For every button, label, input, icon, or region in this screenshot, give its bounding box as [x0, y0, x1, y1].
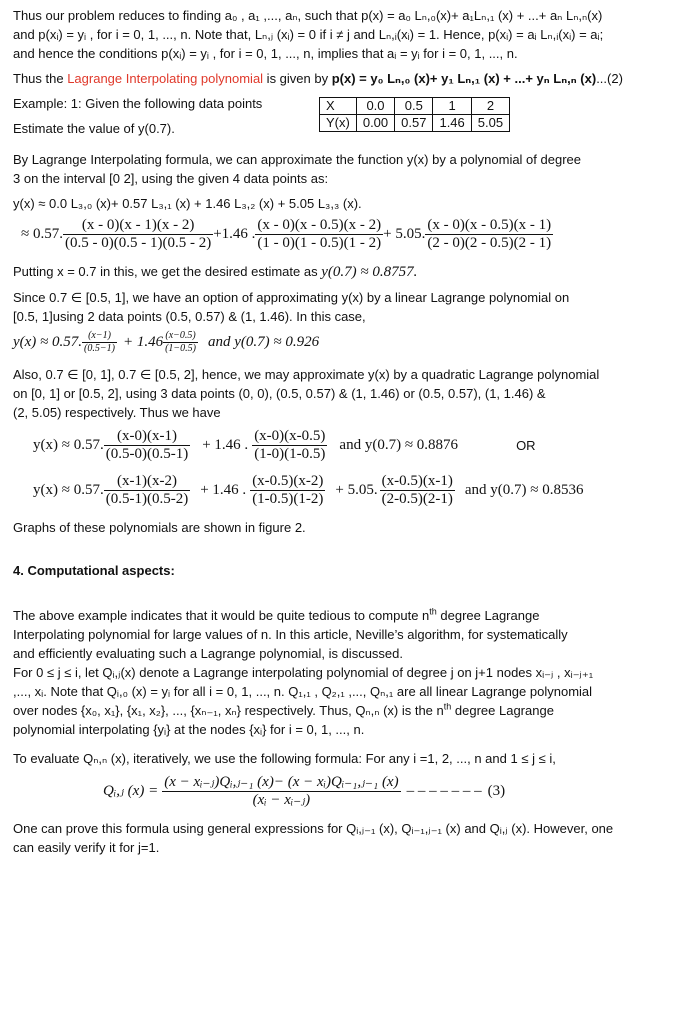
- paragraph-problem-line-1: Thus our problem reduces to finding a₀ , a₁ ,..., aₙ, such that p(x) = a₀ Lₙ,₀(x)+ a₁Lₙ,₁ (x) + ...+ aₙ Lₙ,ₙ(x): [13, 8, 603, 23]
- paragraph-neville: [13, 606, 675, 739]
- fraction-denominator: (0.5 - 0)(0.5 - 1)(0.5 - 2): [64, 235, 212, 251]
- eq5-lead: Qᵢ,ⱼ (x) =: [103, 783, 159, 799]
- fraction-denominator: (0.5−1): [84, 343, 115, 354]
- table-cell: 5.05: [471, 115, 509, 132]
- fraction-numerator: (x-0)(x-0.5): [254, 428, 326, 444]
- eq3-tail: and y(0.7) ≈ 0.8876: [339, 437, 459, 453]
- fraction-denominator: (2 - 0)(2 - 0.5)(2 - 1): [427, 235, 552, 251]
- data-points-table: [319, 97, 510, 132]
- fraction-numerator: (x − xᵢ₋ⱼ)Qᵢ,ⱼ₋₁ (x)− (x − xᵢ)Qᵢ₋₁,ⱼ₋₁ (x): [164, 774, 399, 790]
- neville-line-6-tail: degree Lagrange: [451, 703, 554, 718]
- fraction-numerator: (x - 0)(x - 1)(x - 2): [63, 217, 213, 235]
- eq5-dashes: – – – – – – –: [406, 783, 482, 799]
- paragraph-proof-line-1: One can prove this formula using general expressions for Qᵢ,ⱼ₋₁ (x), Qᵢ₋₁,ⱼ₋₁ (x) and Qᵢ,ⱼ (x). However, one: [13, 821, 614, 836]
- eq4-lead: y(x) ≈ 0.57.: [33, 482, 104, 498]
- fraction-numerator: (x - 0)(x - 0.5)(x - 1): [427, 217, 552, 233]
- fraction-denominator: (2-0.5)(2-1): [381, 491, 453, 507]
- neville-line-7: polynomial interpolating {yᵢ} at the nodes {xᵢ} for i = 0, 1, ..., n.: [13, 722, 365, 737]
- equation-linear: [13, 330, 675, 355]
- document-page: [13, 6, 675, 857]
- paragraph-lagrange-definition: [13, 69, 675, 88]
- paragraph-linear-line-1: Since 0.7 ∈ [0.5, 1], we have an option of approximating y(x) by a linear Lagrange polynomial on: [13, 290, 570, 305]
- eq2-lead: y(x) ≈ 0.57.: [13, 334, 83, 350]
- eq2-mid: + 1.46: [122, 334, 164, 350]
- estimate-value: y(0.7) ≈ 0.8757.: [321, 264, 418, 280]
- example-block: [13, 94, 675, 144]
- fraction-numerator: (x−1): [82, 330, 117, 343]
- definition-prefix: Thus the: [13, 71, 68, 86]
- eq4-fraction-2: [250, 473, 325, 508]
- neville-line-6-text: over nodes {x₀, x₁}, {x₁, x₂}, ..., {xₙ₋₁, xₙ} respectively. Thus, Qₙ,ₙ (x) is the n: [13, 703, 444, 718]
- eq5-fraction: [162, 774, 400, 809]
- paragraph-putting-x: [13, 262, 675, 282]
- paragraph-evaluate: To evaluate Qₙ,ₙ (x), iteratively, we use the following formula: For any i =1, 2, ..., n and 1 ≤ j ≤ i,: [13, 751, 556, 766]
- table-cell-row-label: Y(x): [320, 115, 357, 132]
- eq2-tail: and y(0.7) ≈ 0.926: [208, 334, 320, 350]
- fraction-numerator: (x−0.5): [163, 330, 198, 343]
- table-cell: 2: [471, 98, 509, 115]
- table-cell: 1.46: [433, 115, 471, 132]
- table-cell: 0.57: [395, 115, 433, 132]
- superscript-th: th: [443, 701, 452, 712]
- definition-mid: is given by: [263, 71, 332, 86]
- example-question: Estimate the value of y(0.7).: [13, 121, 175, 136]
- putting-text: Putting x = 0.7 in this, we get the desired estimate as: [13, 264, 322, 279]
- section-heading: 4. Computational aspects:: [13, 563, 175, 578]
- neville-line-3: and efficiently evaluating such a Lagrange polynomial, is discussed.: [13, 646, 403, 661]
- paragraph-proof-line-2: can easily verify it for j=1.: [13, 840, 160, 855]
- paragraph-quadratic-line-1: Also, 0.7 ∈ [0, 1], 0.7 ∈ [0.5, 2], hence, we may approximate y(x) by a quadratic Lagrange polynomial: [13, 367, 600, 382]
- lagrange-formula: p(x) = y₀ Lₙ,₀ (x)+ y₁ Lₙ,₁ (x) + ...+ yₙ Lₙ,ₙ (x): [331, 71, 597, 86]
- table-cell: 1: [433, 98, 471, 115]
- neville-line-6: [13, 701, 675, 720]
- equation-quadratic-1: [13, 428, 675, 463]
- table-cell: 0.5: [395, 98, 433, 115]
- paragraph-approximation-line-2: 3 on the interval [0 2], using the given 4 data points as:: [13, 171, 329, 186]
- eq3-fraction-2: [252, 428, 327, 463]
- eq2-fraction-2: [163, 330, 198, 355]
- neville-line-1-tail: degree Lagrange: [436, 608, 540, 623]
- fraction-denominator: (0.5-1)(0.5-2): [105, 491, 189, 507]
- example-heading: Example: 1: Given the following data points: [13, 96, 263, 111]
- paragraph-quadratic-line-3: (2, 5.05) respectively. Thus we have: [13, 405, 221, 420]
- paragraph-problem-line-2: and p(xᵢ) = yᵢ , for i = 0, 1, ..., n. Note that, Lₙ,ⱼ (xᵢ) = 0 if i ≠ j and Lₙ,ᵢ(xᵢ) = 1. Hence, p(xᵢ) = aᵢ Lₙ,ᵢ(xᵢ) = aᵢ;: [13, 27, 604, 42]
- neville-line-2: Interpolating polynomial for large values of n. In this article, Neville’s algorithm, for systematically: [13, 627, 568, 642]
- eq1-fraction-1: [63, 217, 213, 252]
- eq1-fraction-3: [425, 217, 553, 252]
- table-cell-header-label: X: [320, 98, 357, 115]
- fraction-denominator: (1−0.5): [165, 343, 197, 354]
- eq1-mid-1: +1.46 .: [213, 226, 256, 242]
- equation-neville-recurrence: [13, 774, 675, 809]
- equation-tag-2: ...(2): [596, 71, 623, 86]
- eq4-mid-1: + 1.46 .: [200, 482, 247, 498]
- cubic-approximation-line: y(x) ≈ 0.0 L₃,₀ (x)+ 0.57 L₃,₁ (x) + 1.46 L₃,₂ (x) + 5.05 L₃,₃ (x).: [13, 196, 362, 211]
- neville-line-5: ,..., xᵢ. Note that Qᵢ,₀ (x) = yᵢ for all i = 0, 1, ..., n. Q₁,₁ , Q₂,₁ ,..., Qₙ,₁ are all linear Lagrange polynomial: [13, 684, 593, 699]
- or-label: OR: [516, 438, 536, 453]
- fraction-denominator: (1 - 0)(1 - 0.5)(1 - 2): [257, 235, 382, 251]
- neville-line-1-text: The above example indicates that it would be quite tedious to compute n: [13, 608, 430, 623]
- paragraph-approximation-line-1: By Lagrange Interpolating formula, we can approximate the function y(x) by a polynomial of degree: [13, 152, 581, 167]
- fraction-numerator: (x-0.5)(x-1): [381, 473, 453, 489]
- equation-cubic-expansion: [13, 217, 675, 252]
- fraction-denominator: (1-0.5)(1-2): [252, 491, 324, 507]
- superscript-th: th: [429, 606, 437, 617]
- table-row-x: [320, 98, 510, 115]
- table-cell: 0.00: [356, 115, 394, 132]
- fraction-numerator: (x - 0)(x - 0.5)(x - 2): [257, 217, 382, 233]
- paragraph-graphs: Graphs of these polynomials are shown in figure 2.: [13, 520, 306, 535]
- fraction-numerator: (x-0.5)(x-2): [252, 473, 324, 489]
- fraction-numerator: (x-1)(x-2): [104, 473, 190, 491]
- lagrange-term-highlight: Lagrange Interpolating polynomial: [67, 71, 264, 86]
- neville-line-1: [13, 606, 675, 625]
- table-row-y: [320, 115, 510, 132]
- paragraph-linear-line-2: [0.5, 1]using 2 data points (0.5, 0.57) & (1, 1.46). In this case,: [13, 309, 366, 324]
- eq3-fraction-1: [104, 428, 190, 463]
- equation-tag-3: (3): [487, 783, 506, 799]
- equation-quadratic-2: [13, 473, 675, 508]
- table-cell: 0.0: [356, 98, 394, 115]
- eq1-fraction-2: [255, 217, 383, 252]
- eq4-mid-2: + 5.05.: [335, 482, 378, 498]
- eq2-fraction-1: [82, 330, 117, 355]
- eq1-lead: ≈ 0.57.: [21, 226, 63, 242]
- paragraph-problem-line-3: and hence the conditions p(xᵢ) = yᵢ , for i = 0, 1, ..., n, implies that aᵢ = yᵢ for i = 0, 1, ..., n.: [13, 46, 518, 61]
- fraction-numerator: (x-0)(x-1): [104, 428, 190, 446]
- eq3-mid: + 1.46 .: [202, 437, 249, 453]
- fraction-denominator: (0.5-0)(0.5-1): [105, 446, 189, 462]
- paragraph-quadratic-line-2: on [0, 1] or [0.5, 2], using 3 data points (0, 0), (0.5, 0.57) & (1, 1.46) or (0.5, 0.57), (1, 1.46) &: [13, 386, 546, 401]
- neville-line-4: For 0 ≤ j ≤ i, let Qᵢ,ⱼ(x) denote a Lagrange interpolating polynomial of degree j on j+1 nodes xᵢ₋ⱼ , xᵢ₋ⱼ₊₁: [13, 665, 594, 680]
- eq4-tail: and y(0.7) ≈ 0.8536: [464, 482, 584, 498]
- fraction-denominator: (xᵢ − xᵢ₋ⱼ): [252, 792, 311, 808]
- eq1-mid-2: + 5.05.: [383, 226, 426, 242]
- eq3-lead: y(x) ≈ 0.57.: [33, 437, 104, 453]
- fraction-denominator: (1-0)(1-0.5): [254, 446, 326, 462]
- eq4-fraction-3: [380, 473, 455, 508]
- eq4-fraction-1: [104, 473, 190, 508]
